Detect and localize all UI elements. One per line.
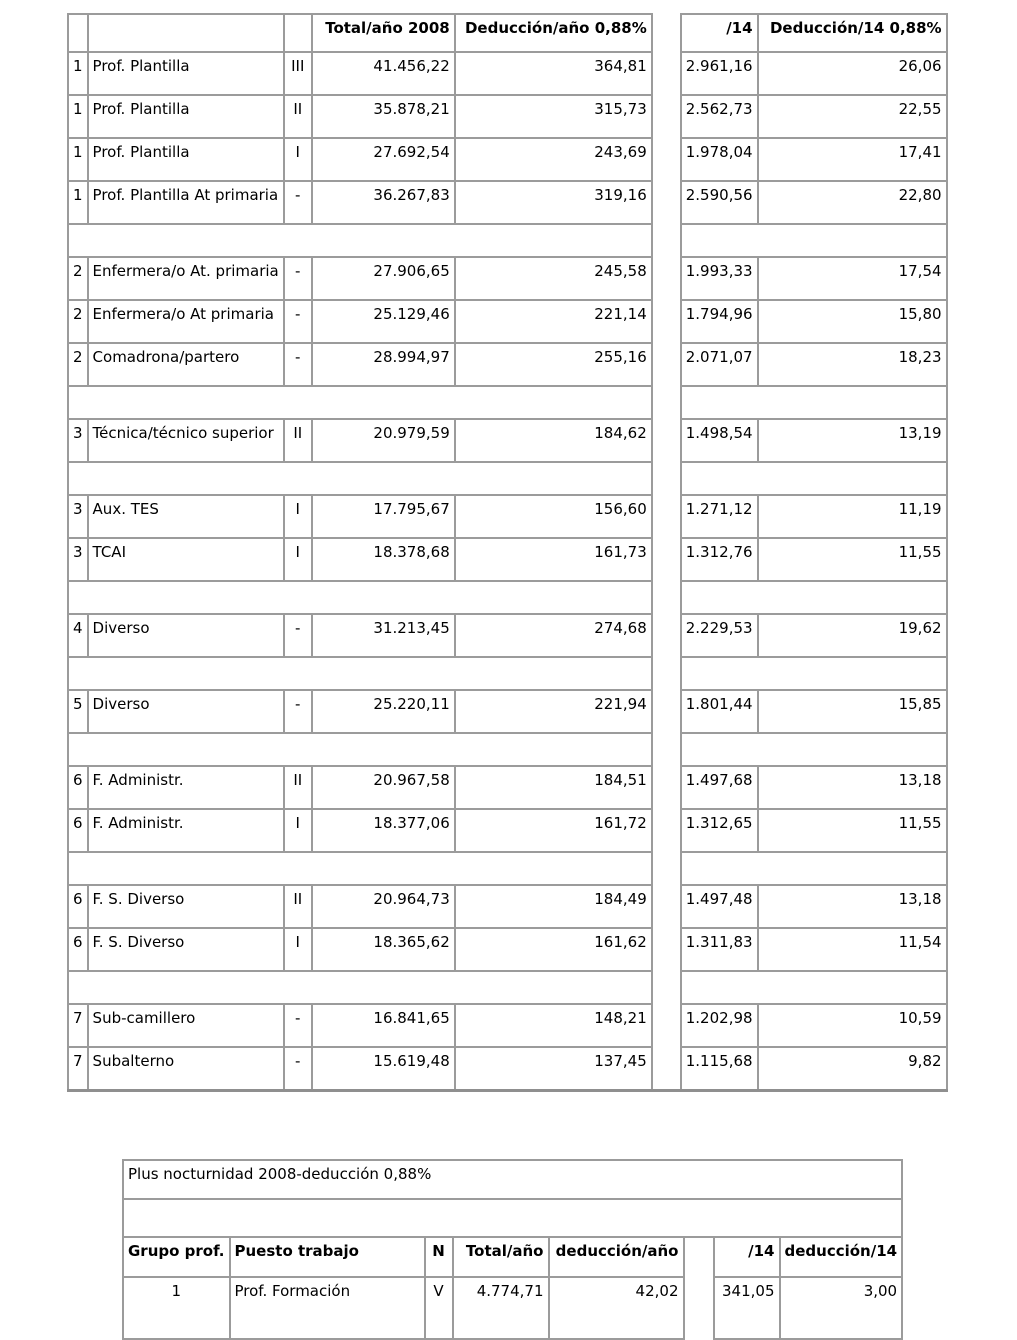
cell-total-ano: 15.619,48 (312, 1047, 455, 1090)
cell-grupo: 2 (68, 343, 88, 386)
cell-grupo: 3 (68, 419, 88, 462)
cell-puesto: Subalterno (88, 1047, 284, 1090)
gap-spacer (652, 462, 681, 495)
cell-per14: 1.312,65 (681, 809, 758, 852)
cell-deduccion-ano: 161,72 (455, 809, 652, 852)
separator-cell-left (68, 971, 652, 1004)
cell-deduccion-per14: 3,00 (780, 1277, 903, 1339)
cell-per14: 1.497,68 (681, 766, 758, 809)
cell-per14: 1.271,12 (681, 495, 758, 538)
separator-cell-right (681, 224, 947, 257)
cell-per14: 1.202,98 (681, 1004, 758, 1047)
plus-table-blank-row (123, 1199, 902, 1237)
cell-deduccion-ano: 184,62 (455, 419, 652, 462)
cell-deduccion-per14: 11,55 (758, 538, 947, 581)
cell-per14: 1.978,04 (681, 138, 758, 181)
header-empty-puesto (88, 14, 284, 52)
cell-per14: 2.590,56 (681, 181, 758, 224)
cell-puesto: Enfermera/o At. primaria (88, 257, 284, 300)
separator-row (68, 224, 947, 257)
cell-grupo: 1 (68, 52, 88, 95)
cell-per14: 2.071,07 (681, 343, 758, 386)
cell-deduccion-per14: 26,06 (758, 52, 947, 95)
cell-total-ano: 18.377,06 (312, 809, 455, 852)
table-row (68, 928, 947, 971)
table-row (68, 885, 947, 928)
cell-total-ano: 17.795,67 (312, 495, 455, 538)
cell-per14: 2.229,53 (681, 614, 758, 657)
cell-deduccion-per14: 13,19 (758, 419, 947, 462)
separator-cell-left (68, 657, 652, 690)
cell-deduccion-per14: 19,62 (758, 614, 947, 657)
table-row (68, 495, 947, 538)
gap-spacer (652, 971, 681, 1004)
gap-spacer (652, 300, 681, 343)
cell-puesto: Prof. Plantilla (88, 95, 284, 138)
cell-total-ano: 25.220,11 (312, 690, 455, 733)
separator-cell-right (681, 462, 947, 495)
table-row (123, 1277, 902, 1339)
cell-puesto: Prof. Formación (230, 1277, 425, 1339)
header-deduccion-ano: deducción/año (549, 1237, 684, 1277)
cell-per14: 1.115,68 (681, 1047, 758, 1090)
gap-spacer (652, 885, 681, 928)
cell-grupo: 7 (68, 1004, 88, 1047)
table-row (68, 690, 947, 733)
cell-grupo: 6 (68, 885, 88, 928)
cell-per14: 2.562,73 (681, 95, 758, 138)
cell-deduccion-per14: 17,54 (758, 257, 947, 300)
cell-total-ano: 20.967,58 (312, 766, 455, 809)
separator-cell-left (68, 852, 652, 885)
cell-deduccion-ano: 243,69 (455, 138, 652, 181)
table-row (68, 766, 947, 809)
gap-spacer (652, 852, 681, 885)
table-row (68, 138, 947, 181)
cell-nivel: - (284, 614, 312, 657)
separator-cell-left (68, 386, 652, 419)
cell-deduccion-ano: 148,21 (455, 1004, 652, 1047)
separator-row (68, 733, 947, 766)
cell-deduccion-per14: 13,18 (758, 885, 947, 928)
header-per14: /14 (714, 1237, 780, 1277)
header-deduccion-per14: deducción/14 (780, 1237, 903, 1277)
cell-total-ano: 27.906,65 (312, 257, 455, 300)
cell-nivel: - (284, 300, 312, 343)
cell-puesto: Prof. Plantilla (88, 52, 284, 95)
separator-row (68, 657, 947, 690)
cell-total-ano: 28.994,97 (312, 343, 455, 386)
cell-grupo: 1 (68, 138, 88, 181)
cell-puesto: F. S. Diverso (88, 885, 284, 928)
gap-spacer (652, 809, 681, 852)
header-empty-grupo (68, 14, 88, 52)
gap-spacer (652, 95, 681, 138)
gap-spacer (652, 138, 681, 181)
plus-table-title-row (123, 1160, 902, 1199)
gap-spacer (652, 733, 681, 766)
cell-deduccion-ano: 255,16 (455, 343, 652, 386)
table-row (68, 1004, 947, 1047)
cell-deduccion-ano: 42,02 (549, 1277, 684, 1339)
header-puesto-trabajo: Puesto trabajo (230, 1237, 425, 1277)
table-row (68, 538, 947, 581)
cell-per14: 1.311,83 (681, 928, 758, 971)
cell-total-ano: 25.129,46 (312, 300, 455, 343)
cell-nivel: - (284, 257, 312, 300)
gap-spacer (652, 52, 681, 95)
gap-spacer (652, 257, 681, 300)
cell-deduccion-ano: 137,45 (455, 1047, 652, 1090)
separator-cell-right (681, 852, 947, 885)
gap-spacer (652, 419, 681, 462)
cell-deduccion-ano: 221,14 (455, 300, 652, 343)
separator-row (68, 852, 947, 885)
separator-cell-right (681, 386, 947, 419)
cell-nivel: II (284, 95, 312, 138)
blank-cell (123, 1199, 902, 1237)
cell-puesto: F. Administr. (88, 809, 284, 852)
separator-cell-left (68, 462, 652, 495)
cell-total-ano: 31.213,45 (312, 614, 455, 657)
cell-nivel: I (284, 538, 312, 581)
cell-per14: 1.497,48 (681, 885, 758, 928)
table-row (68, 257, 947, 300)
cell-nivel: - (284, 1047, 312, 1090)
header-nivel: N (425, 1237, 453, 1277)
gap-spacer (652, 614, 681, 657)
gap-spacer (684, 1237, 714, 1277)
cell-grupo: 2 (68, 300, 88, 343)
cell-deduccion-per14: 11,19 (758, 495, 947, 538)
gap-spacer (652, 495, 681, 538)
cell-nivel: II (284, 766, 312, 809)
table-row (68, 52, 947, 95)
separator-row (68, 971, 947, 1004)
cell-nivel: V (425, 1277, 453, 1339)
cell-grupo: 2 (68, 257, 88, 300)
cell-deduccion-per14: 13,18 (758, 766, 947, 809)
header-total-ano: Total/año (453, 1237, 549, 1277)
cell-deduccion-per14: 15,80 (758, 300, 947, 343)
cell-grupo: 3 (68, 538, 88, 581)
cell-nivel: - (284, 690, 312, 733)
cell-nivel: I (284, 928, 312, 971)
cell-nivel: I (284, 138, 312, 181)
cell-per14: 341,05 (714, 1277, 780, 1339)
table-row (68, 809, 947, 852)
cell-grupo: 6 (68, 766, 88, 809)
gap-spacer (652, 766, 681, 809)
cell-deduccion-per14: 17,41 (758, 138, 947, 181)
cell-grupo: 7 (68, 1047, 88, 1090)
cell-puesto: F. Administr. (88, 766, 284, 809)
table-row (68, 343, 947, 386)
gap-spacer (652, 343, 681, 386)
cell-puesto: Diverso (88, 690, 284, 733)
cell-deduccion-per14: 22,80 (758, 181, 947, 224)
header-empty-nivel (284, 14, 312, 52)
cell-nivel: I (284, 809, 312, 852)
plus-table-header-row (123, 1237, 902, 1277)
cell-nivel: II (284, 885, 312, 928)
cell-grupo: 5 (68, 690, 88, 733)
gap-spacer (652, 224, 681, 257)
cell-deduccion-per14: 11,55 (758, 809, 947, 852)
cell-grupo: 1 (123, 1277, 230, 1339)
header-grupo-prof: Grupo prof. (123, 1237, 230, 1277)
cell-puesto: Aux. TES (88, 495, 284, 538)
cell-puesto: Prof. Plantilla At primaria (88, 181, 284, 224)
cell-puesto: TCAI (88, 538, 284, 581)
separator-cell-right (681, 581, 947, 614)
gap-spacer (652, 1004, 681, 1047)
cell-per14: 1.794,96 (681, 300, 758, 343)
gap-spacer (652, 386, 681, 419)
cell-grupo: 1 (68, 95, 88, 138)
cell-total-ano: 20.979,59 (312, 419, 455, 462)
table-row (68, 95, 947, 138)
separator-row (68, 386, 947, 419)
gap-spacer (652, 581, 681, 614)
cell-grupo: 6 (68, 809, 88, 852)
cell-puesto: F. S. Diverso (88, 928, 284, 971)
cell-deduccion-ano: 184,51 (455, 766, 652, 809)
cell-total-ano: 16.841,65 (312, 1004, 455, 1047)
separator-row (68, 581, 947, 614)
cell-deduccion-per14: 15,85 (758, 690, 947, 733)
cell-grupo: 3 (68, 495, 88, 538)
table-row (68, 614, 947, 657)
plus-table-title: Plus nocturnidad 2008-deducción 0,88% (123, 1160, 902, 1199)
cell-per14: 1.993,33 (681, 257, 758, 300)
separator-cell-left (68, 224, 652, 257)
gap-spacer (652, 657, 681, 690)
cell-deduccion-per14: 9,82 (758, 1047, 947, 1090)
salary-deduction-table-2008 (67, 13, 948, 1092)
cell-deduccion-ano: 184,49 (455, 885, 652, 928)
cell-puesto: Técnica/técnico superior (88, 419, 284, 462)
cell-grupo: 6 (68, 928, 88, 971)
cell-per14: 1.312,76 (681, 538, 758, 581)
cell-total-ano: 4.774,71 (453, 1277, 549, 1339)
cell-total-ano: 27.692,54 (312, 138, 455, 181)
cell-puesto: Prof. Plantilla (88, 138, 284, 181)
cell-deduccion-per14: 10,59 (758, 1004, 947, 1047)
cell-per14: 1.801,44 (681, 690, 758, 733)
cell-nivel: - (284, 1004, 312, 1047)
cell-deduccion-per14: 11,54 (758, 928, 947, 971)
separator-cell-left (68, 733, 652, 766)
plus-nocturnidad-table (122, 1159, 903, 1340)
cell-deduccion-ano: 156,60 (455, 495, 652, 538)
cell-total-ano: 41.456,22 (312, 52, 455, 95)
header-per14: /14 (681, 14, 758, 52)
header-deduccion-per14: Deducción/14 0,88% (758, 14, 947, 52)
cell-total-ano: 18.378,68 (312, 538, 455, 581)
gap-spacer (652, 928, 681, 971)
separator-cell-right (681, 733, 947, 766)
table-row (68, 1047, 947, 1090)
cell-nivel: - (284, 181, 312, 224)
cell-deduccion-ano: 274,68 (455, 614, 652, 657)
header-total-ano: Total/año 2008 (312, 14, 455, 52)
separator-cell-right (681, 971, 947, 1004)
cell-total-ano: 20.964,73 (312, 885, 455, 928)
cell-total-ano: 18.365,62 (312, 928, 455, 971)
main-table-header-row (68, 14, 947, 52)
cell-deduccion-ano: 161,62 (455, 928, 652, 971)
cell-per14: 1.498,54 (681, 419, 758, 462)
cell-deduccion-ano: 161,73 (455, 538, 652, 581)
cell-deduccion-per14: 18,23 (758, 343, 947, 386)
cell-nivel: - (284, 343, 312, 386)
gap-spacer (652, 181, 681, 224)
separator-cell-right (681, 657, 947, 690)
cell-deduccion-ano: 245,58 (455, 257, 652, 300)
gap-spacer (652, 538, 681, 581)
cell-deduccion-ano: 319,16 (455, 181, 652, 224)
cell-deduccion-per14: 22,55 (758, 95, 947, 138)
cell-total-ano: 35.878,21 (312, 95, 455, 138)
cell-nivel: I (284, 495, 312, 538)
table-row (68, 300, 947, 343)
cell-grupo: 1 (68, 181, 88, 224)
cell-deduccion-ano: 315,73 (455, 95, 652, 138)
separator-cell-left (68, 581, 652, 614)
table-row (68, 181, 947, 224)
cell-per14: 2.961,16 (681, 52, 758, 95)
cell-nivel: III (284, 52, 312, 95)
cell-puesto: Comadrona/partero (88, 343, 284, 386)
cell-nivel: II (284, 419, 312, 462)
table-row (68, 419, 947, 462)
cell-puesto: Enfermera/o At primaria (88, 300, 284, 343)
cell-puesto: Sub-camillero (88, 1004, 284, 1047)
cell-total-ano: 36.267,83 (312, 181, 455, 224)
gap-spacer (652, 690, 681, 733)
gap-spacer (684, 1277, 714, 1339)
cell-deduccion-ano: 364,81 (455, 52, 652, 95)
separator-row (68, 462, 947, 495)
gap-spacer (652, 1047, 681, 1090)
cell-puesto: Diverso (88, 614, 284, 657)
cell-grupo: 4 (68, 614, 88, 657)
cell-deduccion-ano: 221,94 (455, 690, 652, 733)
header-deduccion-ano: Deducción/año 0,88% (455, 14, 652, 52)
gap-spacer (652, 14, 681, 52)
